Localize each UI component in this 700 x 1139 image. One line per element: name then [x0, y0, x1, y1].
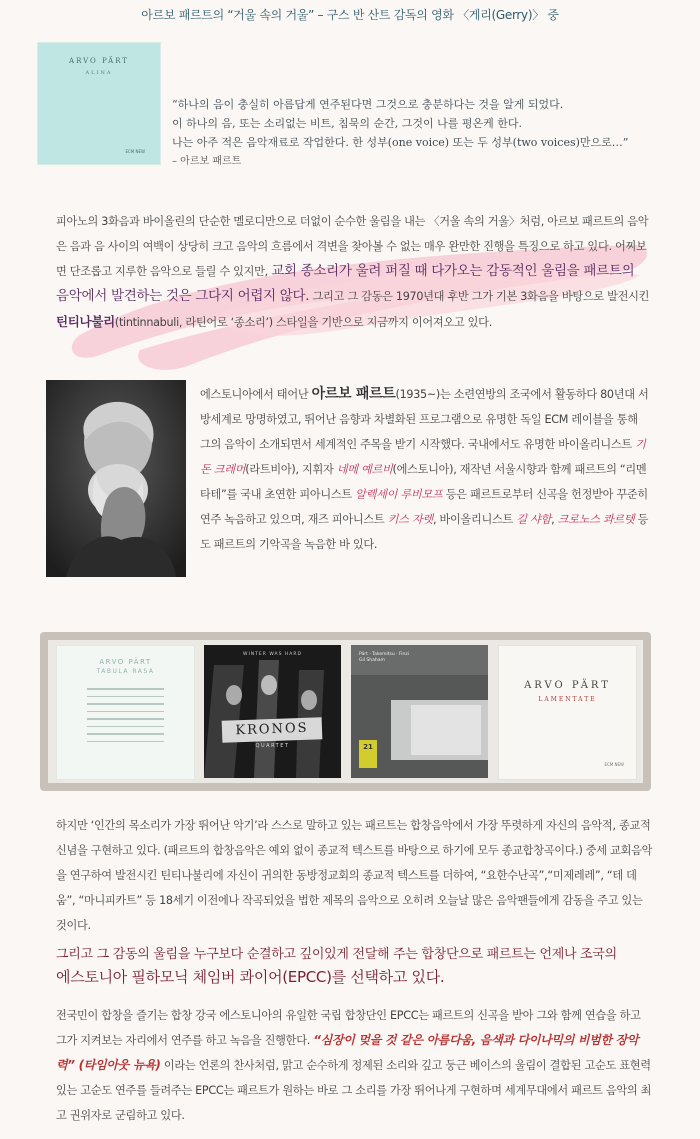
page-caption: 아르보 패르트의 “거울 속의 거울” – 구스 반 산트 감독의 영화 〈게리(Gerry)〉 중: [141, 8, 559, 22]
album-subtitle: WINTER WAS HARD: [243, 652, 302, 657]
album-label: ECM NEW: [604, 762, 624, 767]
press-quote: “심장이 멎을 것 같은 아름다움, 음색과 다이나믹의 비범한 장악력” (타임아웃 뉴욕): [56, 1033, 639, 1072]
artist-name: 크로노스 콰르텟: [557, 513, 635, 526]
para-text: 그리고 그 감동은 1970년대 후반 그가 기본 3화음을 바탕으로 발전시킨: [309, 290, 650, 303]
album-artist: ARVO PÄRT: [69, 57, 129, 65]
artist-name: 길 샤함: [516, 513, 552, 526]
composer-name: 아르보 패르트: [311, 386, 396, 402]
album-badge: 21: [359, 740, 377, 768]
album-title: KRONOS: [222, 717, 323, 742]
album-artist: ARVO PÄRT: [524, 680, 611, 691]
composer-portrait: [46, 380, 186, 577]
epcc-paragraph: [56, 1003, 654, 1128]
para-text: (에스토니아), 재작년 서울시향과 함께 패르트의 “리멘타테”를 국내 초연한 피아니스트: [200, 463, 647, 501]
quote-line: 나는 아주 적은 음악재료로 작업한다. 한 성부(one voice) 또는 두 성부(two voices)만으로…”: [172, 136, 629, 149]
term-tintinnabuli: 틴티나불리: [56, 314, 115, 329]
album-title: ALINA: [85, 70, 113, 76]
para-text: 이라는 언론의 찬사처럼, 맑고 순수하게 정제된 소리와 깊고 둥근 베이스의 울림이 결합된 고순도 표현력 있는 고순도 연주를 들려주는 EPCC는 패르트가 원하는 바로 그 소리를 가장 뛰어나게 구현하며 세계무대에서 패르트 음악의 최고 권위자로 군림하고 있다.: [56, 1059, 652, 1122]
album-cover-lamentate: [498, 645, 637, 780]
para-text: 에스토니아에서 태어난: [200, 388, 312, 401]
composer-quote: [172, 95, 692, 171]
artist-name: 키스 자렛: [387, 513, 433, 526]
album-artist: Gil Shaham: [359, 658, 385, 663]
epcc-highlight: [56, 943, 654, 989]
album-artist: ARVO PÄRT: [99, 658, 152, 666]
quote-line: “하나의 음이 충실히 아름답게 연주된다면 그것으로 충분하다는 것을 알게 되었다.: [172, 98, 564, 111]
album-subtitle: QUARTET: [255, 743, 290, 749]
biography-paragraph: [200, 382, 650, 557]
album-cover-gil-shaham: [351, 645, 488, 778]
album-label: ECM NEW: [125, 149, 145, 154]
para-text: 등은 패르트로부터 신곡을 헌정받아 꾸준히 연주 녹음하고 있으며, 재즈 피아니스트: [200, 488, 648, 526]
album-title: LAMENTATE: [538, 696, 597, 703]
album-cover-alina: [38, 43, 160, 164]
artist-name: 기돈 크레머: [200, 438, 646, 476]
para-text: 피아노의 3화음과 바이올린의 단순한 멜로디만으로 더없이 순수한 울림을 내는 〈거울 속의 거울〉처럼, 아르보 패르트의 음악은 음과 음 사이의 여백이 상당히 크고 음악의 흐름에서 격변을 찾아볼 수 없는 매우 완만한 진행을 특징으로 하고 있다. 어찌보면 단조롭고 지루한 음악으로 들릴 수 있지만,: [56, 215, 649, 278]
album-cover-kronos: [204, 645, 341, 778]
intro-paragraph: [56, 209, 650, 335]
para-text: , 바이올리니스트: [432, 513, 517, 526]
artist-name: 네메 예르비: [336, 463, 393, 476]
para-text: (tintinnabuli, 라틴어로 ‘종소리’) 스타일을 기반으로 지금까지 이어져오고 있다.: [114, 316, 492, 329]
quote-attribution: – 아르보 패르트: [172, 156, 242, 167]
para-text: (라트비아), 지휘자: [245, 463, 337, 476]
album-title: TABULA RASA: [96, 668, 155, 675]
para-text: (1935~)는 소련연방의 조국에서 활동하다 80년대 서방세계로 망명하였고, 뛰어난 음향과 차별화된 프로그램으로 유명한 독일 ECM 레이블을 통해 그의 음악이 소개되면서 세계적인 주목을 받기 시작했다. 국내에서도 유명한 바이올리니스트: [200, 388, 649, 451]
para-text: ,: [551, 513, 558, 526]
album-title: [359, 652, 409, 664]
highlight-line: 에스토니아 필하모닉 체임버 콰이어(EPCC)를 선택하고 있다.: [56, 968, 445, 986]
para-text: 전국민이 합창을 즐기는 합창 강국 에스토니아의 유일한 국립 합창단인 EPCC는 패르트의 신곡을 받아 그와 함께 연습을 하고 그가 지켜보는 자리에서 연주를 하고 녹음을 진행한다.: [56, 1009, 641, 1047]
quote-line: 이 하나의 음, 또는 소리없는 비트, 침묵의 순간, 그것이 나를 평온케 한다.: [172, 117, 522, 130]
album-composers: Pärt · Takemitsu · Finzi: [359, 652, 410, 657]
album-track-lines: [87, 682, 164, 748]
artist-name: 알렉세이 루비모프: [355, 488, 443, 501]
album-cover-tabula-rasa: [56, 645, 195, 780]
choral-paragraph: 하지만 ‘인간의 목소리가 가장 뛰어난 악기’라 스스로 말하고 있는 패르트는 합창음악에서 가장 뚜렷하게 자신의 음악적, 종교적 신념을 구현하고 있다. (패르트의 합창음악은 예외 없이 종교적 텍스트를 바탕으로 하기에 모두 종교합창곡이다.) 중세 교회음악을 연구하여 발전시킨 틴티나불리에 자신이 귀의한 동방정교회의 종교적 텍스트를 더하여, “요한수난곡”,“미제레레”, “테 데움”, “마니피카트” 등 18세기 이전에나 작곡되었을 법한 제목의 음악으로 오히려 오늘날 많은 음악팬들에게 감동을 주고 있는 것이다.: [56, 819, 653, 932]
highlight-text: 교회 종소리가 울려 퍼질 때 다가오는 감동적인 울림을 패르트의 음악에서 발견하는 것은 그다지 어렵지 않다.: [56, 263, 635, 304]
para-text: 등도 패르트의 기악곡을 녹음한 바 있다.: [200, 513, 649, 551]
highlight-line: 그리고 그 감동의 울림을 누구보다 순결하고 깊이있게 전달해 주는 합창단으로 패르트는 언제나 조국의: [56, 947, 617, 962]
